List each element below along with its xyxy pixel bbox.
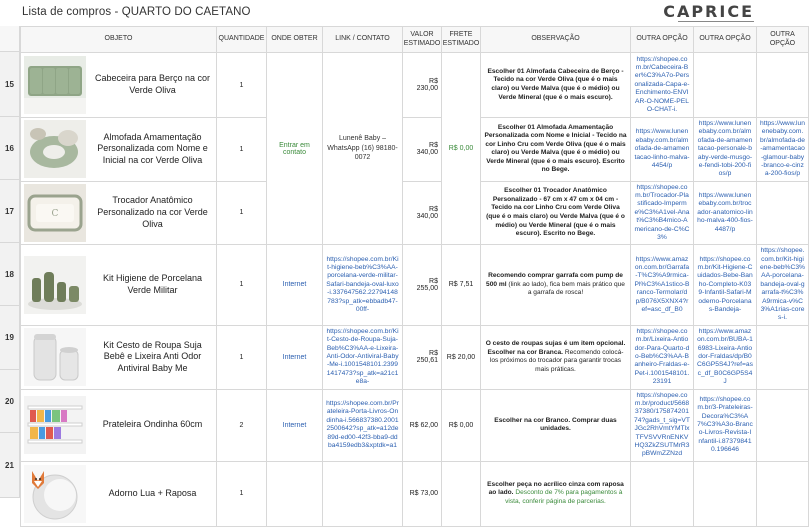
outra-opcao-cell[interactable] xyxy=(631,461,694,526)
quantidade-cell[interactable]: 1 xyxy=(217,245,267,325)
observacao-cell[interactable] xyxy=(481,461,631,526)
option-link[interactable]: https://www.amazon.com.br/Garrafa-T%C3%A9rmica-Pl%C3%A1stico-Branco-Termolar/dp/B076X5XNX4?ref=asc_df_B0 xyxy=(634,255,690,313)
product-link[interactable]: https://shopee.com.br/Prateleira-Porta-Livros-Ondinha-i.566837380.20012500642?sp_atk=a12de89d-ed00-42f3-bba9-ddba4159edb3&xptdk=a1 xyxy=(326,400,399,449)
frete-cell[interactable]: R$ 20,00 xyxy=(442,325,481,389)
objeto-cell[interactable] xyxy=(21,53,217,118)
item-name: Adorno Lua + Raposa xyxy=(108,487,197,498)
valor-cell[interactable]: R$ 250,61 xyxy=(403,325,442,389)
row-number[interactable]: 18 xyxy=(0,243,20,306)
onde-obter-cell[interactable]: Entrar em contato xyxy=(267,53,323,245)
shelf-image xyxy=(24,396,86,454)
option-link[interactable]: https://shopee.com.br/Lixeira-Antiodor-Para-Quarto-do-Beb%C3%AA-Banheiro-Fraldas-e-Pet-i.1001548101.23191 xyxy=(634,327,690,386)
observacao-cell[interactable]: Escolher 01 Almofada Amamentação Personalizada com Nome e Inicial - Tecido na cor Linho Cru com Verde Oliva (que é o mais claro) ou Verde Malva (que é o médio) ou Verde Mineral (que é o mais escuro). Escrito no Bege. xyxy=(481,118,631,182)
header-objeto[interactable]: OBJETO xyxy=(21,27,217,53)
valor-cell[interactable]: R$ 340,00 xyxy=(403,118,442,182)
item-name: Kit Higiene de Porcelana Verde Militar xyxy=(102,273,203,295)
outra-opcao-cell[interactable] xyxy=(757,389,809,461)
header-link[interactable]: LINK / CONTATO xyxy=(323,27,403,53)
objeto-cell[interactable] xyxy=(21,245,217,325)
outra-opcao-cell[interactable] xyxy=(757,118,809,182)
onde-obter-cell[interactable]: Internet xyxy=(267,325,323,389)
row-number[interactable]: 19 xyxy=(0,306,20,370)
item-name: Kit Cesto de Roupa Suja Bebê e Lixeira Anti Odor Antiviral Baby Me xyxy=(103,339,202,373)
link-contato-cell[interactable] xyxy=(323,325,403,389)
onde-obter-cell[interactable]: Internet xyxy=(267,389,323,461)
row-number[interactable]: 21 xyxy=(0,433,20,498)
option-link[interactable]: https://www.lunenebaby.com.br/trocador-anatomico-linho-malva-400-fios-4487/p xyxy=(697,192,753,233)
onde-obter-cell[interactable]: Internet xyxy=(267,245,323,325)
outra-opcao-cell[interactable] xyxy=(631,389,694,461)
outra-opcao-cell[interactable] xyxy=(694,181,757,245)
header-valor[interactable]: VALOR ESTIMADO xyxy=(403,27,442,53)
outra-opcao-cell[interactable] xyxy=(631,245,694,325)
outra-opcao-cell[interactable] xyxy=(694,53,757,118)
quantidade-cell[interactable]: 1 xyxy=(217,325,267,389)
outra-opcao-cell[interactable] xyxy=(694,245,757,325)
header-outra-opcao[interactable]: OUTRA OPÇÃO xyxy=(631,27,694,53)
valor-cell[interactable]: R$ 340,00 xyxy=(403,181,442,245)
outra-opcao-cell[interactable] xyxy=(757,53,809,118)
obs-bold: Recomendo comprar garrafa com pump de 500 ml xyxy=(486,272,623,288)
nursing-pillow-image xyxy=(24,120,86,178)
quantidade-cell[interactable]: 2 xyxy=(217,389,267,461)
link-contato-cell[interactable] xyxy=(323,245,403,325)
outra-opcao-cell[interactable] xyxy=(694,325,757,389)
row-number[interactable]: 15 xyxy=(0,52,20,117)
table-row xyxy=(21,53,809,118)
row-number[interactable]: 17 xyxy=(0,180,20,243)
link-contato-cell[interactable] xyxy=(323,389,403,461)
moon-fox-ornament-image xyxy=(24,465,86,523)
option-link[interactable]: https://shopee.com.br/Cabeceira-Ber%C3%A7o-Personalizada-Capa-e-Enchimento-ENVIAR-O-NOME-PELO-CHAT-i. xyxy=(634,55,690,113)
obs-bold: Escolher peça no acrílico cinza com raposa ao lado. xyxy=(487,480,624,497)
quantidade-cell[interactable]: 1 xyxy=(217,461,267,526)
table-row xyxy=(21,245,809,325)
objeto-cell[interactable] xyxy=(21,181,217,245)
header-onde-obter[interactable]: ONDE OBTER xyxy=(267,27,323,53)
option-link[interactable]: https://shopee.com.br/Kit-Higiene-Cuidados-Bebe-Banho-Completo-K039-Infantil-Safari-Moderno-Porcelanas-Bandeja- xyxy=(697,255,753,313)
link-contato-cell[interactable] xyxy=(323,461,403,526)
table-row xyxy=(21,181,809,245)
option-link[interactable]: https://shopee.com.br/product/566837380/17587420174?gads_t_sig=VTJGc2RhVmtYMTlxTFVSVVRnENKVHQ3ZkZSUTMrR3pBWmZZNzd xyxy=(634,391,690,458)
frete-cell[interactable]: R$ 0,00 xyxy=(442,389,481,461)
row-number[interactable]: 16 xyxy=(0,117,20,180)
brand-logo: CAPRICE xyxy=(663,2,754,21)
outra-opcao-cell[interactable] xyxy=(694,461,757,526)
header-observacao[interactable]: OBSERVAÇÃO xyxy=(481,27,631,53)
obs-bold: O cesto de roupas sujas é um item opcional. Escolher na cor Branca. xyxy=(485,340,626,356)
observacao-cell[interactable] xyxy=(481,245,631,325)
outra-opcao-cell[interactable] xyxy=(757,245,809,325)
objeto-cell[interactable] xyxy=(21,389,217,461)
page-title: Lista de compros - QUARTO DO CAETANO xyxy=(22,6,251,18)
laundry-bin-image xyxy=(24,328,86,386)
outra-opcao-cell[interactable] xyxy=(631,53,694,118)
option-link[interactable]: https://www.lunenebaby.com.br/almofada-de-amamentacao-glamour-baby-branco-e-cinza-200-fios/p xyxy=(760,120,805,178)
option-link[interactable]: https://shopee.com.br/Trocador-Plastificado-Imperme%C3%A1vel-Anat%C3%B4mico-Americano-de-C%C3% xyxy=(634,183,690,241)
option-link[interactable]: https://www.lunenebaby.com.br/almofada-de-amamentacao-personale-baby-verde-musgo-e-fendi-tobi-200-fios/p xyxy=(697,120,753,178)
observacao-cell[interactable]: Escolher 01 Almofada Cabeceira de Berço - Tecido na cor Verde Oliva (que é o mais claro) ou Verde Malva (que é o médio) ou Verde Mineral (que é o mais escuro). xyxy=(481,53,631,118)
valor-cell[interactable]: R$ 73,00 xyxy=(403,461,442,526)
spreadsheet xyxy=(0,26,805,505)
quantidade-cell[interactable]: 1 xyxy=(217,53,267,118)
onde-obter-cell[interactable] xyxy=(267,461,323,526)
item-name: Trocador Anatômico Personalizado na cor Verde Oliva xyxy=(97,195,208,229)
svg-text:C: C xyxy=(51,208,59,219)
obs-discount: Desconto de 7% para pagamentos à vista, conferir página de parcerias. xyxy=(505,489,623,505)
frete-cell[interactable] xyxy=(442,461,481,526)
outra-opcao-cell[interactable] xyxy=(694,389,757,461)
hygiene-kit-image xyxy=(24,256,86,314)
headboard-image xyxy=(24,56,86,114)
header-row xyxy=(21,27,809,53)
item-name: Cabeceira para Berço na cor Verde Oliva xyxy=(94,73,211,95)
outra-opcao-cell[interactable] xyxy=(631,325,694,389)
outra-opcao-cell[interactable] xyxy=(631,118,694,182)
outra-opcao-cell[interactable] xyxy=(757,181,809,245)
valor-cell[interactable]: R$ 255,00 xyxy=(403,245,442,325)
outra-opcao-cell[interactable] xyxy=(757,461,809,526)
link-contato-cell[interactable]: Lunenê Baby – WhatsApp (16) 98180-0072 xyxy=(323,53,403,245)
header-quantidade[interactable]: QUANTIDADE xyxy=(217,27,267,53)
obs-normal: Recomendo colocá-los próximos do trocador para garantir trocas mais práticas. xyxy=(489,348,624,373)
corner-cell xyxy=(0,26,20,52)
product-link[interactable]: https://shopee.com.br/Kit-Cesto-de-Roupa-Suja-Beb%C3%AA-e-Lixeira-Anti-Odor-Antiviral-Baby-Me-i.1001548101.23991417473?sp_atk=a21c1e8a- xyxy=(326,327,399,386)
row-number[interactable]: 20 xyxy=(0,370,20,433)
frete-cell[interactable]: R$ 7,51 xyxy=(442,245,481,325)
observacao-cell[interactable]: Escolher na cor Branco. Comprar duas unidades. xyxy=(481,389,631,461)
outra-opcao-cell[interactable] xyxy=(757,325,809,389)
product-link[interactable]: https://shopee.com.br/Kit-higiene-beb%C3%AA-porcelana-verde-militar-Safari-bandeja-oval-luxo-i.337647562.22794148783?sp_atk=ebbadb47-00ff- xyxy=(326,255,399,313)
obs-normal: (link ao lado), fica bem mais prático que a garrafa de rosca! xyxy=(508,280,625,297)
brand-underline xyxy=(678,21,754,22)
shopping-list-table xyxy=(20,26,809,527)
option-link[interactable]: https://www.amazon.com.br/BUBA-16983-Lixeira-Antiodor-Fraldas/dp/B0C6GP5S4J?ref=asc_df_B0C6GP5S4J xyxy=(697,327,753,386)
table-row xyxy=(21,461,809,526)
option-link[interactable]: https://www.lunenebaby.com.br/almofada-de-amamentacao-linho-malva-4454/p xyxy=(634,128,690,169)
valor-cell[interactable]: R$ 62,00 xyxy=(403,389,442,461)
header-outra-opcao[interactable]: OUTRA OPÇÃO xyxy=(757,27,809,53)
objeto-cell[interactable] xyxy=(21,325,217,389)
quantidade-cell[interactable]: 1 xyxy=(217,118,267,182)
item-name: Prateleira Ondinha 60cm xyxy=(102,419,203,430)
option-link[interactable]: https://shopee.com.br/3-Prateleiras-Decora%C3%A7%C3%A3o-Branco-Livros-Revista-Infantil-i.873798410.196646 xyxy=(697,395,753,454)
header-outra-opcao[interactable]: OUTRA OPÇÃO xyxy=(694,27,757,53)
quantidade-cell[interactable]: 1 xyxy=(217,181,267,245)
outra-opcao-cell[interactable] xyxy=(694,118,757,182)
objeto-cell[interactable] xyxy=(21,461,217,526)
frete-cell[interactable]: R$ 0,00 xyxy=(442,53,481,245)
objeto-cell[interactable] xyxy=(21,118,217,182)
outra-opcao-cell[interactable] xyxy=(631,181,694,245)
observacao-cell[interactable]: Escolher 01 Trocador Anatômico Personalizado - 67 cm x 47 cm x 04 cm - Tecido na cor Linho Cru com Verde Oliva (que é o mais claro) ou Verde Malva (que é o médio) ou Verde Mineral (que é o mais escuro). Escrito no Bege. xyxy=(481,181,631,245)
changing-pad-image xyxy=(24,184,86,242)
table-row xyxy=(21,325,809,389)
option-link[interactable]: https://shopee.com.br/Kit-higiene-beb%C3%AA-porcelana-bandeja-oval-garrafa-t%C3%A9rmica-v%C3%A1rias-cores-i. xyxy=(760,247,805,322)
table-row xyxy=(21,118,809,182)
header-frete[interactable]: FRETE ESTIMADO xyxy=(442,27,481,53)
sheet-header xyxy=(0,0,768,26)
item-name: Almofada Amamentação Personalizada com Nome e Inicial na cor Verde Oliva xyxy=(97,131,208,166)
valor-cell[interactable]: R$ 230,00 xyxy=(403,53,442,118)
observacao-cell[interactable] xyxy=(481,325,631,389)
table-row xyxy=(21,389,809,461)
